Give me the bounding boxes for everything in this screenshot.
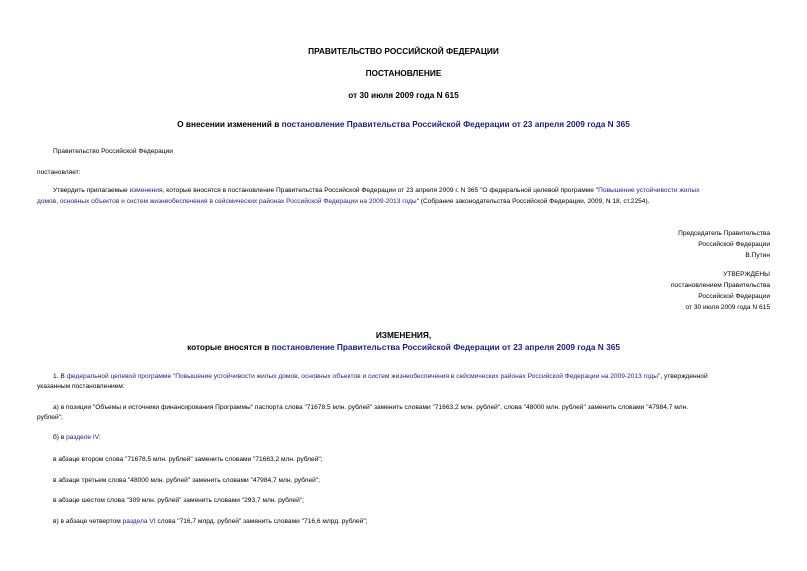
signature-org: Российской Федерации (698, 241, 770, 248)
signature-position: Председатель Правительства (678, 230, 770, 237)
document-date: от 30 июля 2009 года N 615 (348, 90, 459, 100)
approved-by: постановлением Правительства (670, 282, 770, 289)
government-heading: ПРАВИТЕЛЬСТВО РОССИЙСКОЙ ФЕДЕРАЦИИ (308, 46, 499, 56)
changes-subtitle-prefix: которые вносятся в (187, 342, 272, 352)
section-vi-link[interactable]: раздела VI (122, 518, 156, 525)
federal-program-link[interactable]: федеральной целевой программе "Повышение устойчивости жилых домов, основных объектов и систем жизнеобеспечения в сейсмических районах Российской Федерации на 2009-2013 годы" (66, 373, 661, 380)
item-b (53, 433, 101, 444)
approve-text-4: " (Собрание законодательства Российской Федерации, 2009, N 18, ст.2254). (416, 198, 650, 205)
decrees-text: постановляет: (37, 169, 81, 176)
approved-date: от 30 июля 2009 года N 615 (685, 304, 770, 311)
item-b-suffix: : (98, 434, 101, 441)
paragraph-1-line1 (53, 372, 708, 383)
p1-suffix: , утвержденной (660, 373, 708, 380)
document-subject (0, 119, 807, 129)
signature-name: В.Путин (745, 252, 770, 259)
decree-365-link[interactable]: постановление Правительства Российской Федерации от 23 апреля 2009 года N 365 (281, 119, 630, 129)
document-type: ПОСТАНОВЛЕНИЕ (365, 68, 442, 78)
paragraph-1-line2: указанным постановлением: (37, 383, 125, 390)
approve-paragraph-line1 (53, 186, 699, 197)
item-v-suffix: слова "716,7 млрд. рублей" заменить словами "716,6 млрд. рублей"; (155, 518, 368, 525)
program-link-part1[interactable]: Повышение устойчивости жилых (598, 187, 700, 194)
item-v-prefix: в) в абзаце четвертом (53, 518, 123, 525)
program-link-part2[interactable]: домов, основных объектов и систем жизнеобеспечения в сейсмических районах Российской Федерации на 2009-2013 годы (37, 198, 417, 205)
approve-paragraph-line2 (37, 197, 650, 208)
approve-text-2: , которые вносятся в постановление Правительства Российской Федерации от 23 апреля 2009 г. N 365 "О федеральной целевой программе " (162, 187, 599, 194)
subject-prefix: О внесении изменений в (177, 119, 282, 129)
item-b-para-2: в абзаце втором слова "71678,5 млн. рублей" заменить словами "71663,2 млн. рублей"; (53, 456, 323, 463)
p1-prefix: 1. В (53, 373, 67, 380)
item-b-prefix: б) в (53, 434, 67, 441)
item-b-para-3: в абзаце третьем слова "48000 млн. рублей" заменить словами "47984,7 млн. рублей"; (53, 477, 321, 484)
changes-decree-link[interactable]: постановление Правительства Российской Федерации от 23 апреля 2009 года N 365 (271, 342, 620, 352)
item-a-line2: рублей"; (37, 414, 63, 421)
approved-org: Российской Федерации (698, 293, 770, 300)
item-v (53, 517, 368, 528)
section-iv-link[interactable]: разделе IV (66, 434, 99, 441)
government-name: Правительство Российской Федерации (53, 148, 173, 155)
approved-label: УТВЕРЖДЕНЫ (723, 271, 770, 278)
changes-link[interactable]: изменения (129, 187, 163, 194)
approve-text-1: Утвердить прилагаемые (53, 187, 130, 194)
changes-subtitle (0, 342, 807, 352)
item-b-para-6: в абзаце шестом слова "309 млн. рублей" заменить словами "293,7 млн. рублей"; (53, 497, 304, 504)
item-a-line1: а) в позиции "Объемы и источники финансирования Программы" паспорта слова "71678,5 млн. рублей" заменить словами "71663,2 млн. рублей", слова "48000 млн. рублей" заменить словами "47984,7 млн. (53, 404, 689, 411)
changes-title: ИЗМЕНЕНИЯ, (375, 330, 432, 340)
